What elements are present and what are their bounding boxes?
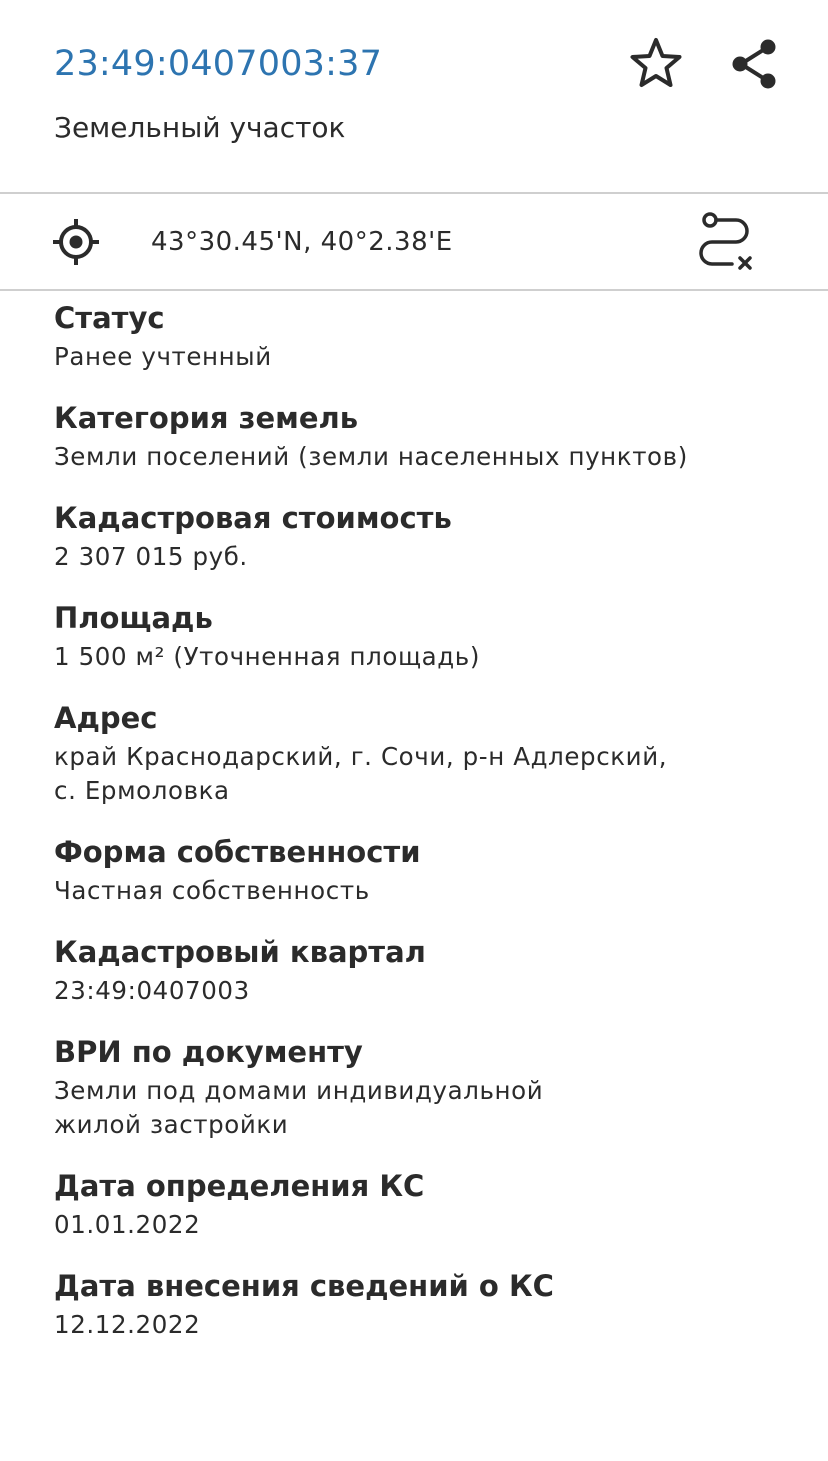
field-cadastral-value [54,496,794,574]
field-cadastral-quarter [54,930,794,1008]
object-header [0,0,828,193]
field-label: ВРИ по документу [54,1035,363,1069]
field-land-category [54,396,794,474]
field-value: 2 307 015 руб. [54,542,248,571]
object-type-subtitle: Земельный участок [54,111,346,144]
route-button[interactable] [690,208,760,274]
locate-button[interactable] [48,214,104,270]
coordinates-row[interactable] [0,194,828,289]
field-permitted-use [54,1030,794,1142]
field-address [54,696,794,808]
field-area [54,596,794,674]
field-value: 01.01.2022 [54,1210,201,1239]
field-valuation-date [54,1164,794,1242]
field-value: край Краснодарский, г. Сочи, р-н Адлерский, с. Ермоловка [54,742,668,805]
share-icon [728,36,780,92]
field-value: Ранее учтенный [54,342,272,371]
field-label: Кадастровый квартал [54,935,426,969]
field-label: Адрес [54,701,158,735]
field-value: Земли поселений (земли населенных пунктов) [54,442,688,471]
coordinates-text[interactable]: 43°30.45'N, 40°2.38'E [151,227,453,257]
field-label: Категория земель [54,401,359,435]
field-value: 1 500 м² (Уточненная площадь) [54,642,481,671]
field-value: Частная собственность [54,876,370,905]
share-button[interactable] [722,32,786,96]
target-icon [50,216,102,268]
details-list [54,296,794,1364]
divider [0,289,828,291]
field-value[interactable]: 23:49:0407003 [54,976,250,1005]
field-status [54,296,794,374]
field-label: Площадь [54,601,213,635]
field-label: Дата определения КС [54,1169,425,1203]
favorite-button[interactable] [624,32,688,96]
field-ownership-form [54,830,794,908]
field-value: 12.12.2022 [54,1310,201,1339]
star-icon [627,35,685,93]
cadastral-number-title[interactable]: 23:49:0407003:37 [54,44,383,84]
field-valuation-entry-date [54,1264,794,1342]
field-value: Земли под домами индивидуальной жилой застройки [54,1076,544,1139]
field-label: Статус [54,301,165,335]
field-label: Дата внесения сведений о КС [54,1269,554,1303]
field-label: Кадастровая стоимость [54,501,452,535]
field-label: Форма собственности [54,835,421,869]
route-clear-icon [692,210,758,272]
